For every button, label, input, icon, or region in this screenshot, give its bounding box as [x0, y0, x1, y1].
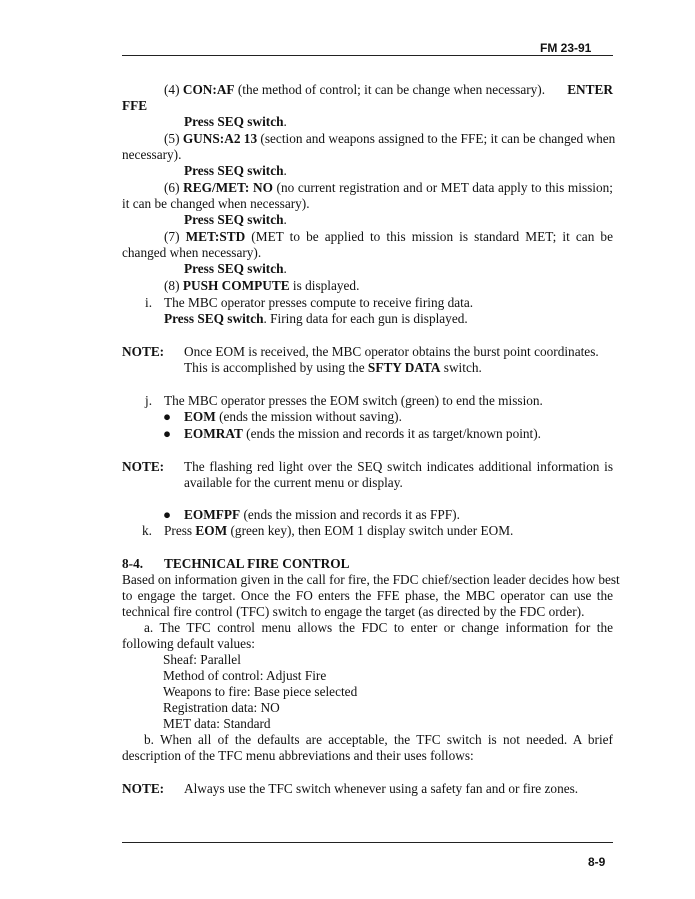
section-p1-line-2: to engage the target. Once the FO enters the FFE phase, the MBC operator can use the — [122, 588, 613, 603]
header-rule — [122, 55, 613, 56]
default-met: MET data: Standard — [163, 716, 271, 731]
section-pb-line-1: b. When all of the defaults are acceptable, the TFC switch is not needed. A brief — [144, 732, 613, 747]
default-weapons: Weapons to fire: Base piece selected — [163, 684, 358, 699]
press-seq-3: Press SEQ switch. — [184, 212, 287, 227]
section-pb-line-2: description of the TFC menu abbreviations and their uses follows: — [122, 748, 474, 763]
step-6-cont: it can be changed when necessary). — [122, 196, 310, 211]
note-1-line-2: This is accomplished by using the SFTY DATA switch. — [184, 360, 482, 375]
note-2-line-1: The flashing red light over the SEQ switch indicates additional information is — [184, 459, 613, 474]
default-sheaf: Sheaf: Parallel — [163, 652, 241, 667]
note-2-line-2: available for the current menu or display. — [184, 475, 403, 490]
note-2-label: NOTE: — [122, 459, 165, 474]
step-6: (6) REG/MET: NO (no current registration and or MET data apply to this mission; — [164, 180, 613, 195]
step-5-cont: necessary). — [122, 147, 182, 162]
note-1-label: NOTE: — [122, 344, 165, 359]
default-registration: Registration data: NO — [163, 700, 280, 715]
step-7: (7) MET:STD (MET to be applied to this mission is standard MET; it can be — [164, 229, 613, 244]
section-p1-line-1: Based on information given in the call for fire, the FDC chief/section leader decides how best — [122, 572, 620, 587]
note-3-text: Always use the TFC switch whenever using a safety fan and or fire zones. — [184, 781, 579, 796]
press-seq-4: Press SEQ switch. — [184, 261, 287, 276]
note-3-label: NOTE: — [122, 781, 165, 796]
step-8: (8) PUSH COMPUTE is displayed. — [164, 278, 360, 293]
manual-number: FM 23-91 — [540, 41, 592, 55]
note-1-line-1: Once EOM is received, the MBC operator obtains the burst point coordinates. — [184, 344, 599, 359]
section-heading: 8-4. TECHNICAL FIRE CONTROL — [122, 556, 350, 571]
footer-rule — [122, 842, 613, 843]
press-seq-1: Press SEQ switch. — [184, 114, 287, 129]
section-p1-line-3: technical fire control (TFC) switch to engage the target (as directed by the FDC order). — [122, 604, 585, 619]
section-pa-line-2: following default values: — [122, 636, 255, 651]
step-4-cont: FFE — [122, 98, 148, 113]
item-i-cont: Press SEQ switch. Firing data for each gun is displayed. — [164, 311, 468, 326]
step-5: (5) GUNS:A2 13 (section and weapons assigned to the FFE; it can be changed when — [164, 131, 616, 146]
step-7-cont: changed when necessary). — [122, 245, 262, 260]
section-pa-line-1: a. The TFC control menu allows the FDC to enter or change information for the — [144, 620, 613, 635]
page-number: 8-9 — [588, 855, 606, 869]
press-seq-2: Press SEQ switch. — [184, 163, 287, 178]
default-method: Method of control: Adjust Fire — [163, 668, 327, 683]
